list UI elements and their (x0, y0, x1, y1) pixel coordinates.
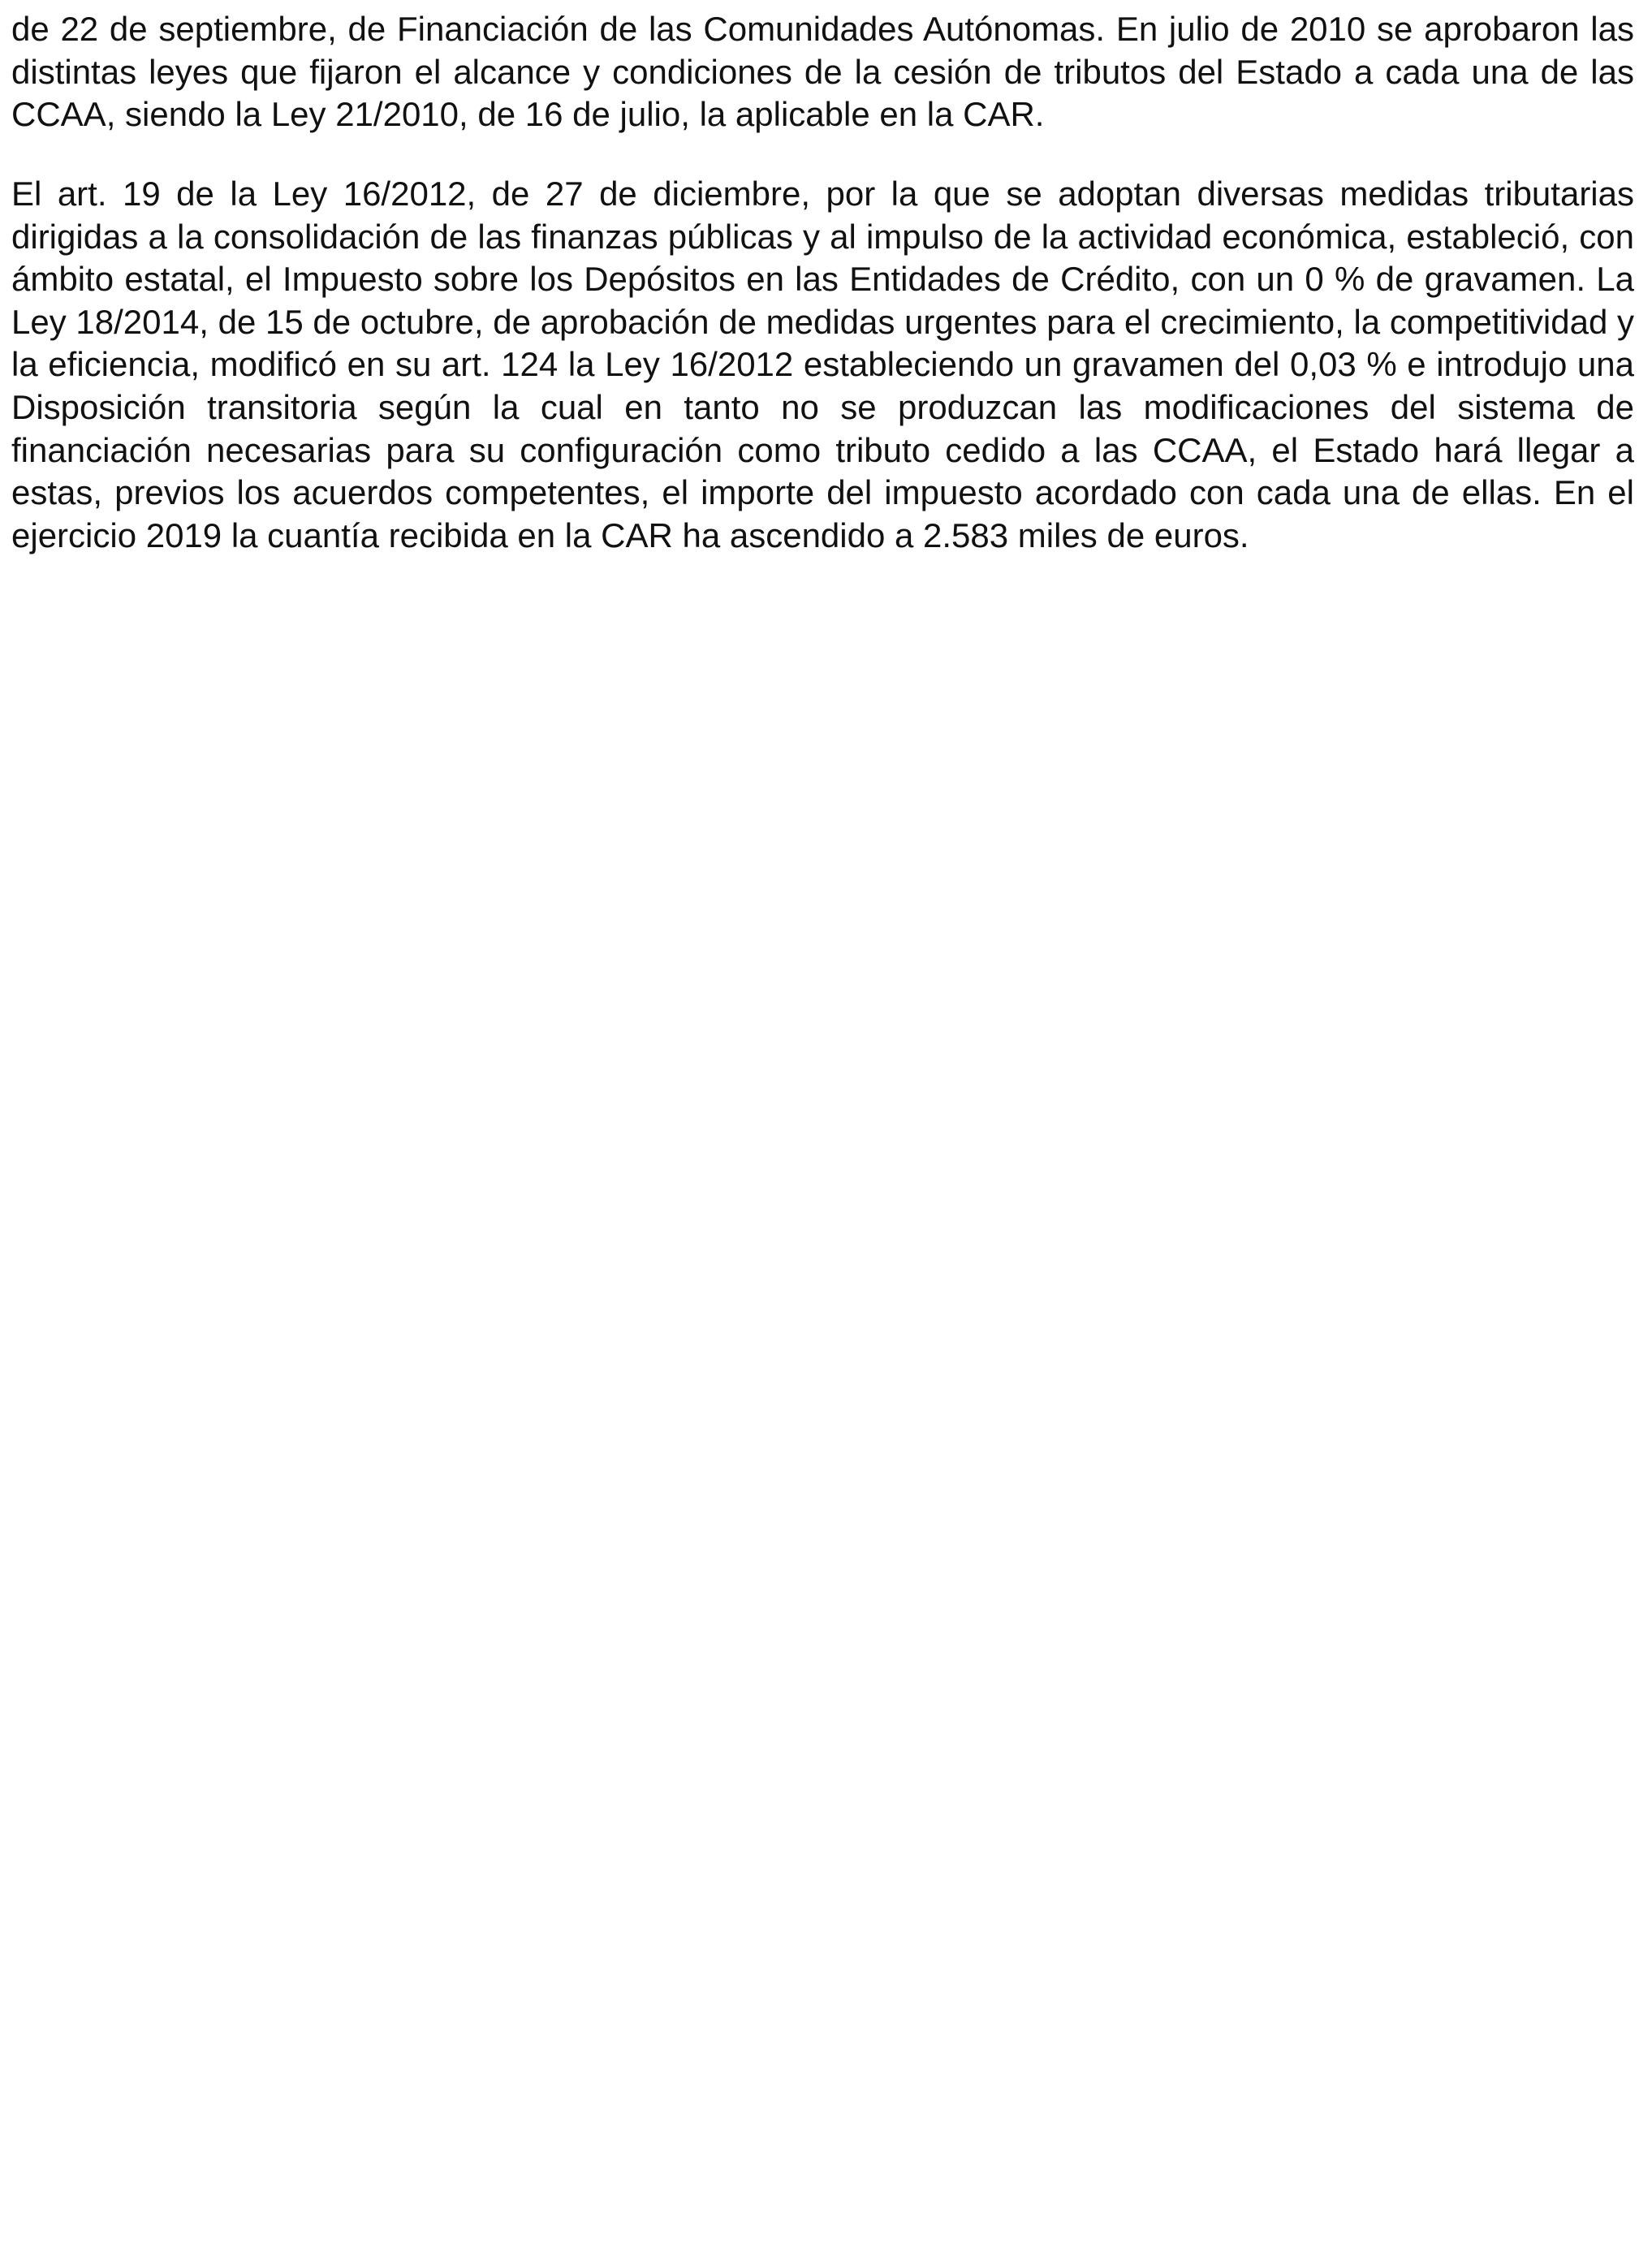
paragraph-impuesto-depositos: El art. 19 de la Ley 16/2012, de 27 de diciembre, por la que se adoptan diversas medidas tributarias dirigidas a la consolidación de las finanzas públicas y al impulso de la actividad económica, estableció, con ámbito estatal, el Impuesto sobre los Depósitos en las Entidades de Crédito, con un 0 % de gravamen. La Ley 18/2014, de 15 de octubre, de aprobación de medidas urgentes para el crecimiento, la competitividad y la eficiencia, modificó en su art. 124 la Ley 16/2012 estableciendo un gravamen del 0,03 % e introdujo una Disposición transitoria según la cual en tanto no se produzcan las modificaciones del sistema de financiación necesarias para su configuración como tributo cedido a las CCAA, el Estado hará llegar a estas, previos los acuerdos competentes, el importe del impuesto acordado con cada una de ellas. En el ejercicio 2019 la cuantía recibida en la CAR ha ascendido a 2.583 miles de euros. (11, 175, 1634, 554)
paragraph-financiacion-ccaa: de 22 de septiembre, de Financiación de las Comunidades Autónomas. En julio de 2010 se aprobaron las distintas leyes que fijaron el alcance y condiciones de la cesión de tributos del Estado a cada una de las CCAA, siendo la Ley 21/2010, de 16 de julio, la aplicable en la CAR. (11, 10, 1634, 134)
